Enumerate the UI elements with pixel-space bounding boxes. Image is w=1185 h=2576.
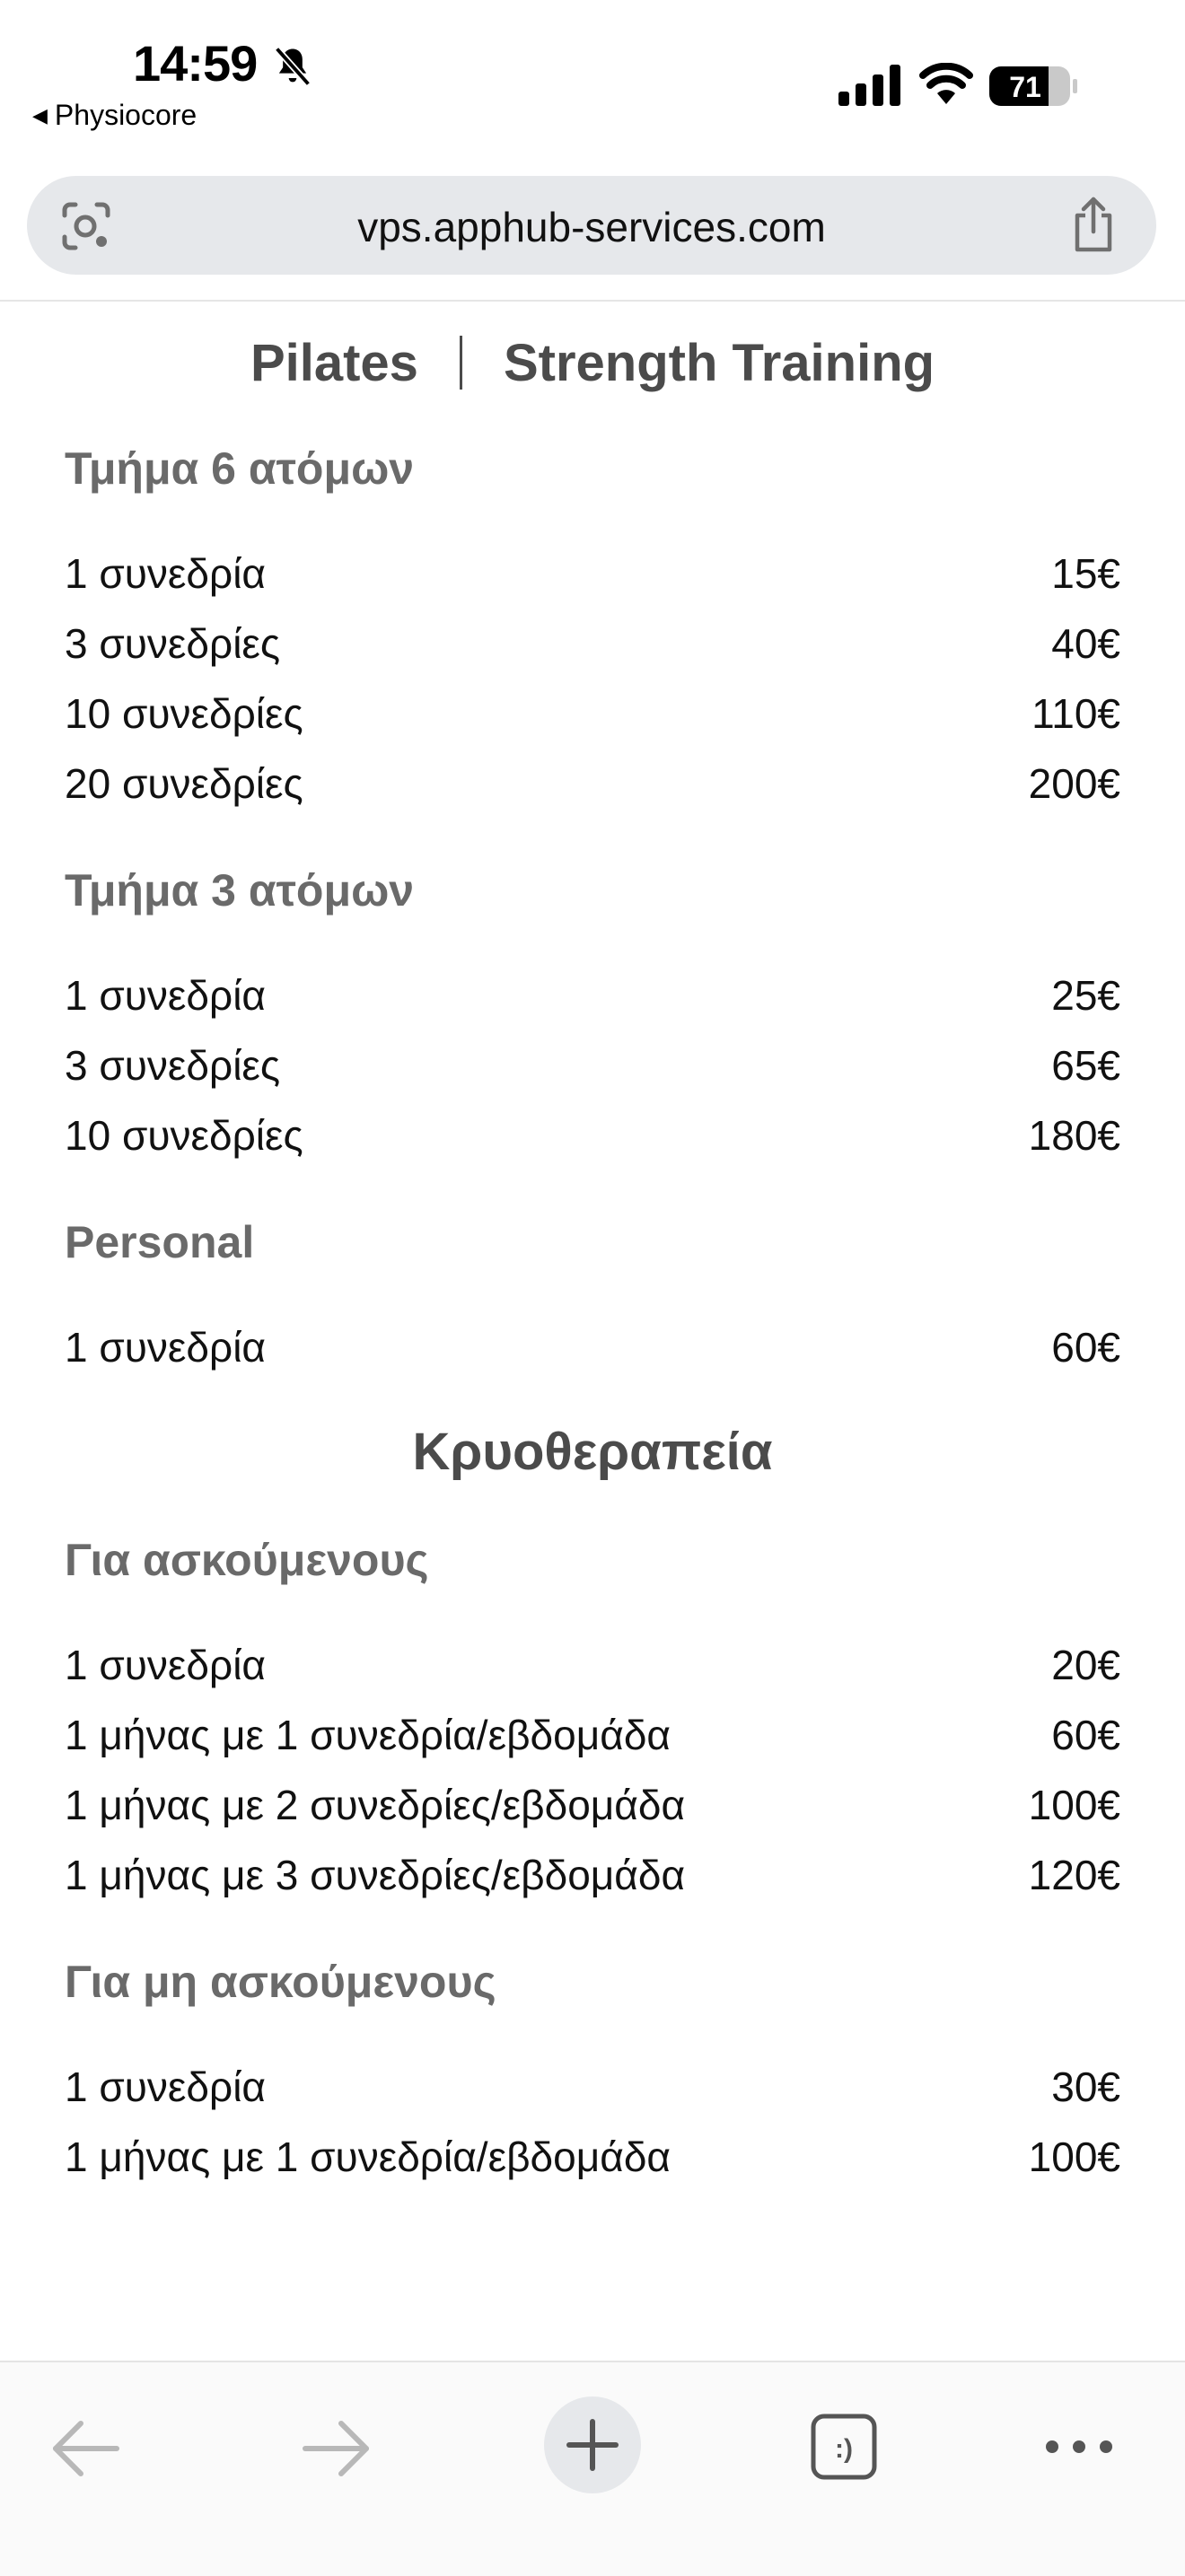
row-label: 1 μήνας με 2 συνεδρίες/εβδομάδα <box>65 1782 686 1828</box>
category-tabs <box>65 327 1120 399</box>
forward-arrow-icon[interactable] <box>296 2413 377 2484</box>
row-price: 200€ <box>1028 760 1120 807</box>
price-row <box>65 539 1120 609</box>
price-row <box>65 1030 1120 1100</box>
new-tab-button[interactable] <box>544 2396 641 2493</box>
price-rows <box>65 539 1120 819</box>
row-label: 10 συνεδρίες <box>65 1112 303 1159</box>
section-title-cryotherapy: Κρυοθεραπεία <box>412 1423 773 1481</box>
price-rows <box>65 2052 1120 2192</box>
row-label: 1 μήνας με 3 συνεδρίες/εβδομάδα <box>65 1852 686 1898</box>
row-price: 100€ <box>1028 2134 1120 2180</box>
address-bar[interactable] <box>27 176 1156 275</box>
browser-toolbar <box>0 2361 1185 2576</box>
group-title: Για μη ασκούμενους <box>65 1957 496 2007</box>
row-price: 65€ <box>1051 1042 1120 1089</box>
price-rows <box>65 1630 1120 1910</box>
row-label: 1 συνεδρία <box>65 1642 267 1688</box>
row-price: 180€ <box>1028 1112 1120 1159</box>
price-rows <box>65 1312 1120 1382</box>
group-title: Personal <box>65 1217 255 1267</box>
price-row <box>65 1630 1120 1700</box>
price-row <box>65 1312 1120 1382</box>
tabs-icon <box>808 2411 880 2483</box>
cellular-signal-icon <box>838 65 901 106</box>
back-to-app-link[interactable] <box>32 99 197 132</box>
tab-strength-training[interactable]: Strength Training <box>503 333 935 392</box>
row-price: 120€ <box>1028 1852 1120 1898</box>
price-row <box>65 679 1120 749</box>
row-label: 20 συνεδρίες <box>65 760 303 807</box>
battery-icon <box>989 65 1079 108</box>
row-price: 15€ <box>1051 550 1120 597</box>
price-row <box>65 1840 1120 1910</box>
battery-level: 71 <box>1009 71 1041 103</box>
row-label: 1 συνεδρία <box>65 550 267 597</box>
row-price: 25€ <box>1051 972 1120 1019</box>
row-price: 110€ <box>1031 690 1120 737</box>
price-row <box>65 2122 1120 2192</box>
row-label: 1 συνεδρία <box>65 2063 267 2110</box>
tab-pilates[interactable]: Pilates <box>250 333 418 392</box>
group-title: Τμήμα 3 ατόμων <box>65 865 415 916</box>
tabs-button[interactable] <box>808 2411 880 2483</box>
row-price: 60€ <box>1051 1324 1120 1371</box>
row-label: 3 συνεδρίες <box>65 1042 281 1089</box>
row-label: 1 συνεδρία <box>65 972 267 1019</box>
wifi-icon <box>919 63 973 106</box>
row-label: 3 συνεδρίες <box>65 620 281 667</box>
row-price: 60€ <box>1051 1712 1120 1758</box>
row-label: 10 συνεδρίες <box>65 690 303 737</box>
row-label: 1 μήνας με 1 συνεδρία/εβδομάδα <box>65 2134 672 2180</box>
row-price: 20€ <box>1051 1642 1120 1688</box>
price-row <box>65 1770 1120 1840</box>
row-label: 1 μήνας με 1 συνεδρία/εβδομάδα <box>65 1712 672 1758</box>
more-icon[interactable] <box>1043 2429 1115 2465</box>
status-bar <box>0 0 1185 153</box>
row-price: 100€ <box>1028 1782 1120 1828</box>
price-row <box>65 609 1120 679</box>
price-list <box>65 302 1120 2192</box>
plus-icon <box>544 2396 641 2493</box>
group-title: Τμήμα 6 ατόμων <box>65 443 415 494</box>
bell-muted-icon <box>269 43 316 90</box>
price-row <box>65 1700 1120 1770</box>
tab-separator <box>460 336 462 390</box>
status-time: 14:59 <box>133 35 258 92</box>
price-row <box>65 960 1120 1030</box>
row-label: 1 συνεδρία <box>65 1324 267 1371</box>
url-text: vps.apphub-services.com <box>357 204 826 250</box>
row-price: 30€ <box>1051 2063 1120 2110</box>
back-arrow-icon[interactable] <box>45 2413 126 2484</box>
tabs-glyph: :) <box>835 2434 853 2464</box>
back-app-label: Physiocore <box>54 99 198 131</box>
price-row <box>65 1100 1120 1170</box>
price-rows <box>65 960 1120 1170</box>
row-price: 40€ <box>1051 620 1120 667</box>
share-icon[interactable] <box>1068 196 1119 253</box>
price-row <box>65 2052 1120 2122</box>
group-title: Για ασκούμενους <box>65 1535 429 1585</box>
price-row <box>65 749 1120 819</box>
back-triangle-icon: ◀ <box>32 103 48 127</box>
